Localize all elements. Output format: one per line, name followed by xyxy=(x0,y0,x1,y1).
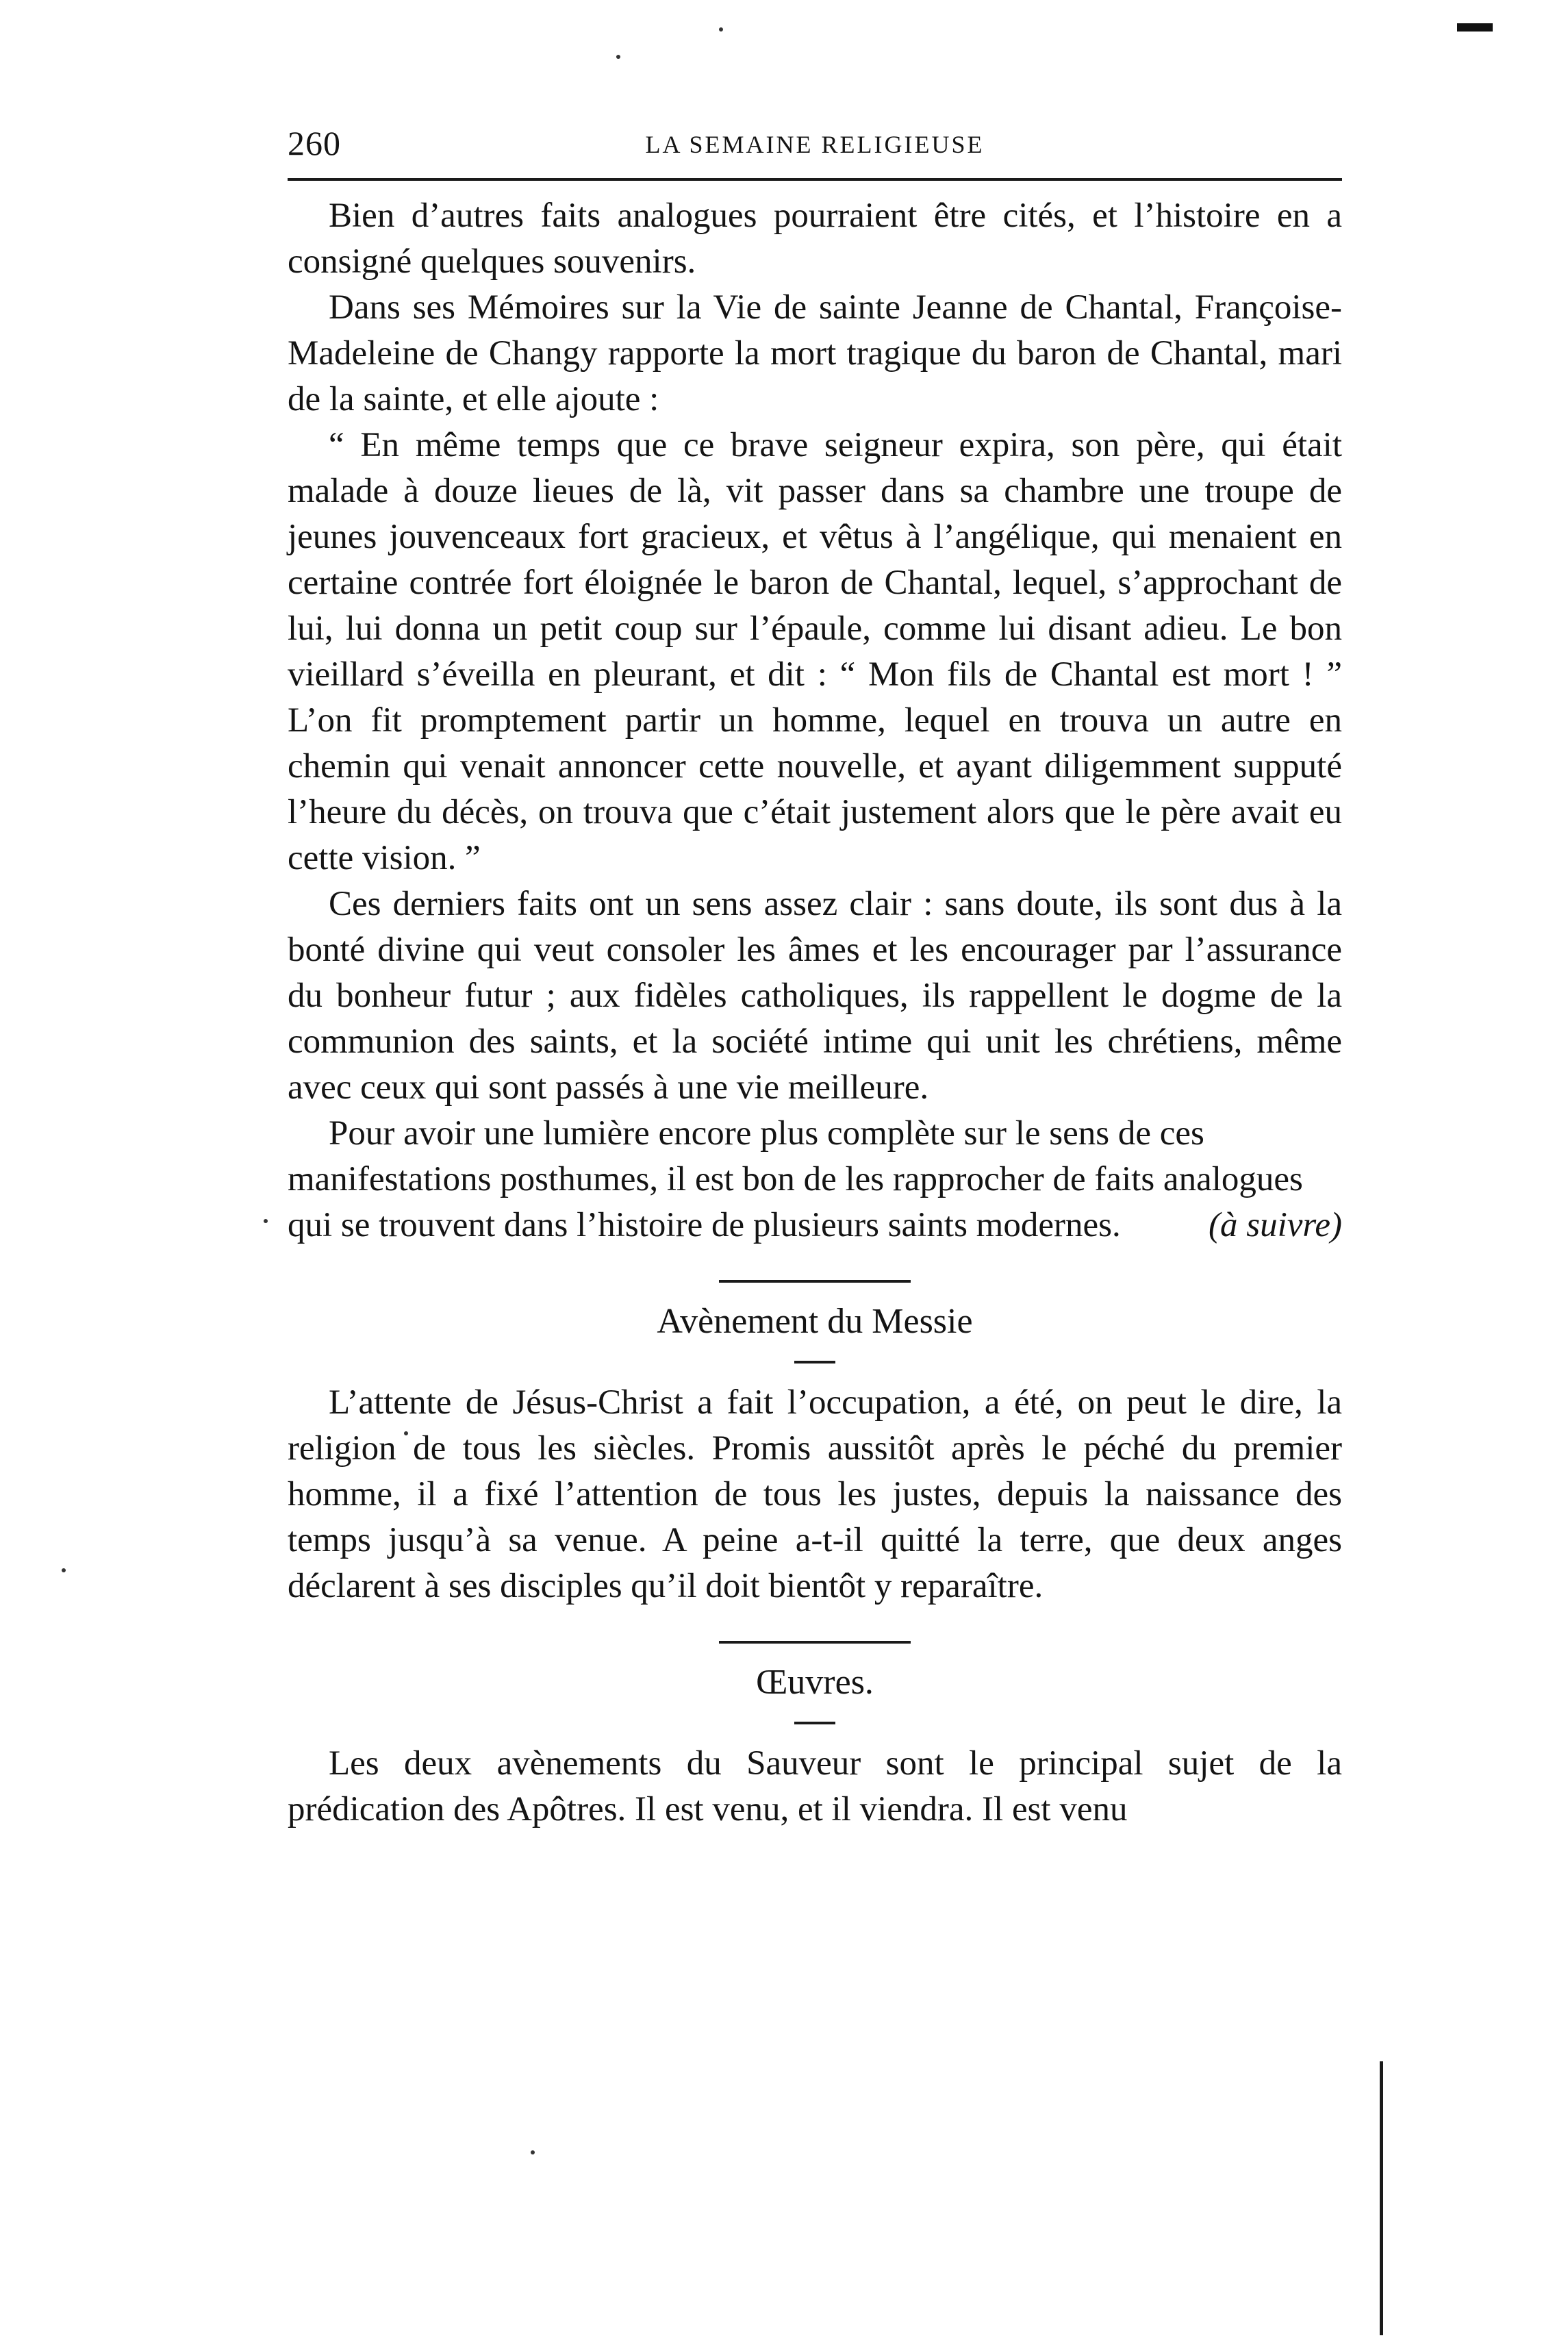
page-number: 260 xyxy=(288,124,341,162)
section-paragraph-oeuvres: Les deux avènements du Sauveur sont le principal sujet de la prédication des Apôtres. Il est venu, et il viendra. Il est venu xyxy=(288,1744,1342,1828)
title-dash xyxy=(794,1361,835,1363)
quoted-paragraph: “ En même temps que ce brave seigneur expira, son père, qui était malade à douze lieues de là, vit passer dans sa chambre une troupe de jeunes jouvenceaux fort gracieux, et vêtus à l’angélique, qui menaient en certaine contrée fort éloignée le baron de Chantal, lequel, s’approchant de lui, lui donna un petit coup sur l’épaule, comme lui disant adieu. Le bon vieillard s’éveilla en pleurant, et dit : “ Mon fils de Chantal est mort ! ” L’on fit promptement partir un homme, lequel en trouva un autre en chemin qui venait annoncer cette nouvelle, et ayant diligemment supputé l’heure du décès, on trouva que c’était justement alors que le père avait eu cette vision. ” xyxy=(288,426,1342,877)
paragraph: Ces derniers faits ont un sens assez clair : sans doute, ils sont dus à la bonté divine qui veut consoler les âmes et les encourager par l’assurance du bonheur futur ; aux fidèles catholiques, ils rappellent le dogme de la communion des saints, et la société intime qui unit les chrétiens, même avec ceux qui sont passés à une vie meilleure. xyxy=(288,885,1342,1107)
closing-text: Pour avoir une lumière encore plus complète sur le sens de ces manifestations posthumes, il est bon de les rapprocher de faits analogues qui se trouvent dans l’histoire de plusieurs saints modernes. xyxy=(288,1114,1303,1244)
section-title-avenement: Avènement du Messie xyxy=(657,1302,973,1341)
title-dash xyxy=(794,1722,835,1724)
page xyxy=(288,123,1342,1833)
running-head xyxy=(288,123,1342,178)
section-paragraph-avenement: L’attente de Jésus-Christ a fait l’occupation, a été, on peut le dire, la religion de tous les siècles. Promis aussitôt après le péché du premier homme, il a fixé l’attention de tous les justes, depuis la naissance des temps jusqu’à sa venue. A peine a-t-il quitté la terre, que deux anges déclarent à ses disciples qu’il doit bientôt y reparaître. xyxy=(288,1383,1342,1605)
section-divider xyxy=(719,1641,911,1644)
section-title-oeuvres: Œuvres. xyxy=(756,1663,874,1702)
article-body xyxy=(288,193,1342,1248)
section-divider xyxy=(719,1280,911,1283)
scan-edge-mark xyxy=(1380,2061,1383,2335)
paragraph: Dans ses Mémoires sur la Vie de sainte Jeanne de Chantal, Françoise-Madeleine de Changy rapporte la mort tragique du baron de Chantal, mari de la sainte, et elle ajoute : xyxy=(288,288,1342,418)
journal-title: LA SEMAINE RELIGIEUSE xyxy=(645,131,985,158)
scan-speck xyxy=(719,27,723,32)
scan-speck xyxy=(531,2150,535,2154)
header-rule xyxy=(288,178,1342,181)
scan-corner-mark xyxy=(1457,23,1493,32)
paragraph: Bien d’autres faits analogues pourraient être cités, et l’histoire en a consigné quelques souvenirs. xyxy=(288,197,1342,281)
continued-note: (à suivre) xyxy=(1209,1206,1342,1244)
closing-paragraph xyxy=(288,1111,1342,1248)
closing-block xyxy=(288,1111,1342,1248)
scan-speck xyxy=(62,1568,66,1572)
scan-speck xyxy=(264,1219,268,1223)
scan-speck xyxy=(616,55,620,59)
